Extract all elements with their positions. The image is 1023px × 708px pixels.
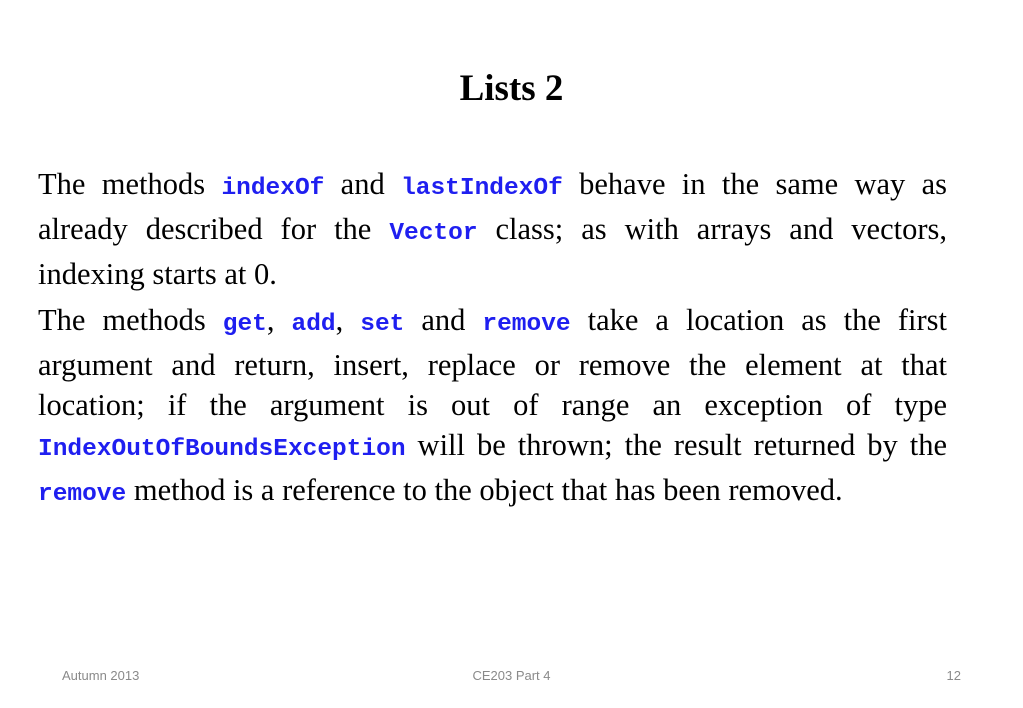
- text-run: The methods: [38, 167, 222, 201]
- text-run: and: [324, 167, 402, 201]
- code-indexoutofboundsexception: IndexOutOfBoundsException: [38, 436, 406, 463]
- code-remove: remove: [482, 311, 571, 338]
- text-run: ,: [335, 303, 361, 337]
- paragraph-indexing: [38, 164, 947, 294]
- code-lastindexof: lastIndexOf: [401, 175, 563, 202]
- slide-body: [38, 164, 947, 521]
- code-vector: Vector: [389, 220, 478, 247]
- text-run: class; as with arrays and vectors, indexing starts at 0.: [38, 212, 947, 291]
- footer-date: Autumn 2013: [62, 668, 140, 683]
- text-run: The methods: [38, 303, 223, 337]
- code-add: add: [291, 311, 336, 338]
- code-set: set: [360, 311, 405, 338]
- slide-title: Lists 2: [459, 68, 564, 109]
- code-get: get: [222, 311, 267, 338]
- code-indexof: indexOf: [221, 175, 325, 202]
- text-run: behave in the same way as already described for the: [38, 167, 947, 246]
- text-run: take a location as the first argument and return, insert, replace or remove the element at that location; if the argument is out of range an exception of type: [38, 303, 947, 422]
- code-remove: remove: [38, 481, 127, 508]
- text-run: ,: [266, 303, 292, 337]
- footer-page-number: 12: [946, 668, 961, 683]
- paragraph-methods: [38, 300, 947, 515]
- footer-course: CE203 Part 4: [472, 668, 551, 683]
- text-run: will be thrown; the result returned by the: [405, 428, 947, 462]
- text-run: and: [404, 303, 483, 337]
- text-run: method is a reference to the object that has been removed.: [126, 473, 843, 507]
